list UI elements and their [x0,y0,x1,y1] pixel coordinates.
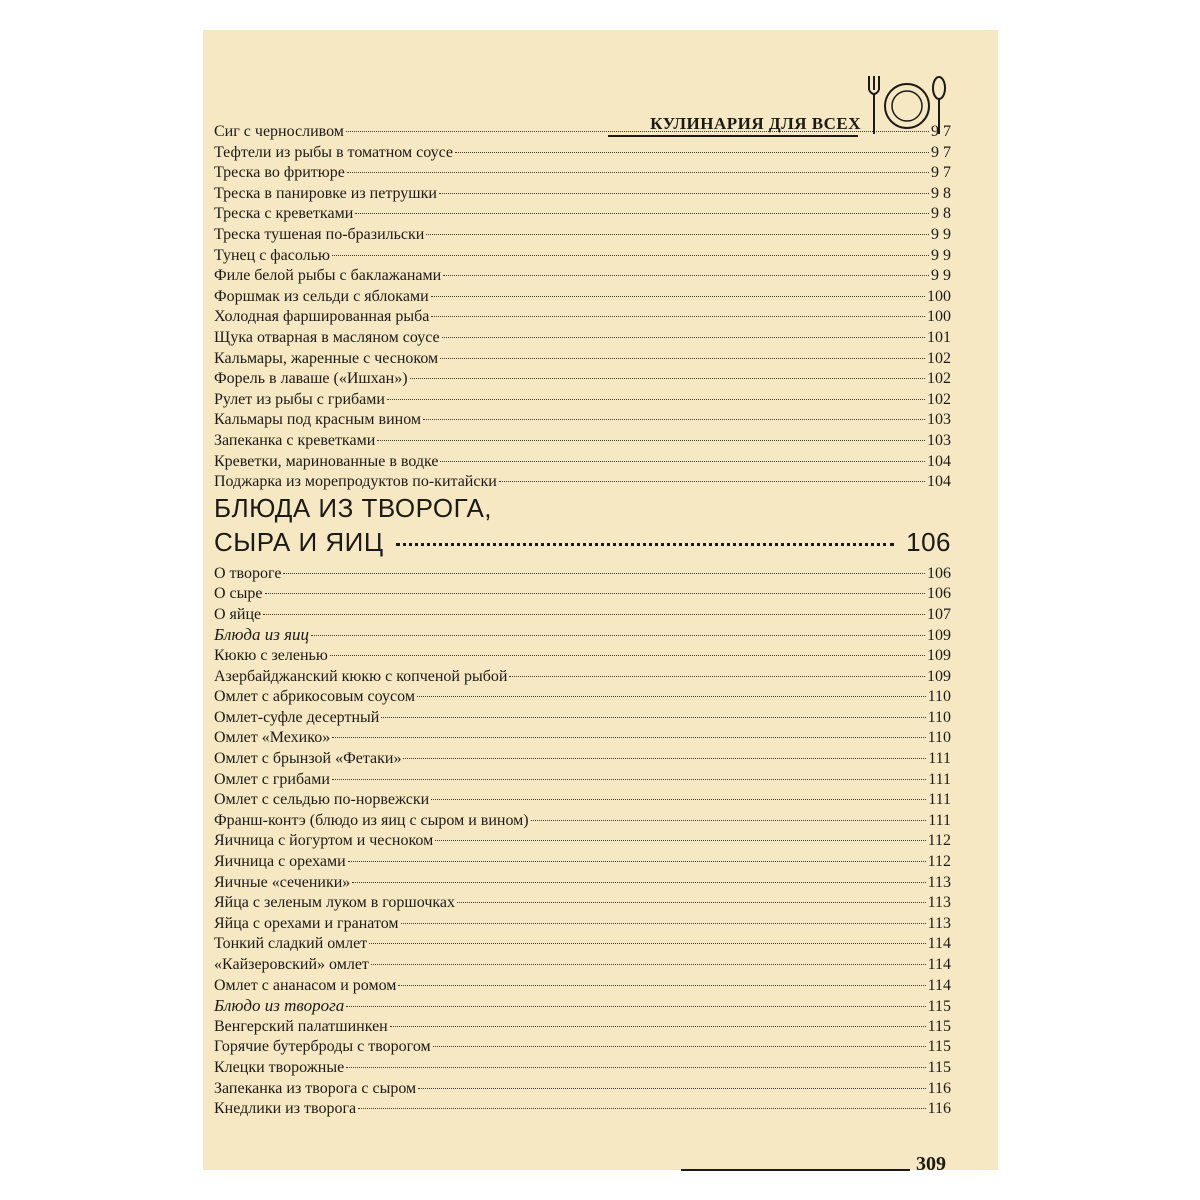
entry-title: Горячие бутерброды с творогом [214,1038,431,1056]
entry-page-number: 102 [927,349,951,367]
entry-title: О сыре [214,585,263,603]
dot-leader [358,1108,925,1109]
toc-entry [214,163,955,184]
dot-leader [440,358,925,359]
entry-page-number: 110 [927,688,951,706]
entry-title: Омлет с грибами [214,770,330,788]
entry-page-number: 106 [927,585,951,603]
dot-leader [355,213,929,214]
entry-page-number: 102 [927,390,951,408]
dot-leader [377,440,925,441]
entry-title: Тонкий сладкий омлет [214,935,368,953]
entry-title: Блюдо из творога [214,996,345,1016]
page-footer [681,1153,946,1176]
entry-title: Азербайджанский кюкю с копченой рыбой [214,667,508,685]
entry-title: Яйца с орехами и гранатом [214,914,399,932]
entry-title: Кальмары под красным вином [214,411,422,429]
entry-title: Яичница с орехами [214,853,346,870]
entry-title: Блюда из яиц [214,625,310,645]
entry-page-number: 115 [927,1058,951,1076]
dot-leader [369,943,925,944]
dot-leader [387,399,925,400]
entry-title: Холодная фаршированная рыба [214,308,430,326]
header-title: КУЛИНАРИЯ ДЛЯ ВСЕХ [650,114,861,133]
toc-entry [214,873,951,894]
toc-entry [214,852,951,873]
toc-entry [214,328,951,349]
entry-title: Клецки творожные [214,1058,345,1076]
dot-leader [390,1026,926,1027]
toc-entry [214,749,951,770]
entry-page-number: 110 [927,729,951,747]
dot-leader [423,419,925,420]
dot-leader [431,296,925,297]
entry-title: Омлет-суфле десертный [214,708,380,726]
toc-entry [214,225,955,246]
dot-leader [455,152,929,153]
entry-title: Яйца с зеленым луком в горшочках [214,894,456,912]
entry-page-number: 103 [927,411,951,429]
toc-entry [214,410,951,431]
section-heading-line2-text: СЫРА И ЯИЦ [214,526,384,557]
entry-title: Омлет «Мехико» [214,729,331,747]
entry-page-number: 97 [931,143,955,161]
section-page-number: 106 [906,526,951,557]
dot-leader [311,635,925,636]
toc-entry [214,369,951,390]
entry-title: О твороге [214,564,282,582]
dot-leader [346,1006,925,1007]
entry-page-number: 98 [931,205,955,223]
toc-entry [214,307,951,328]
dot-leader [396,543,895,546]
dot-leader [401,923,926,924]
entry-title: Яичные «сеченики» [214,873,351,891]
entry-page-number: 115 [927,998,951,1016]
toc-entry [214,472,951,493]
dot-leader [431,799,926,800]
entry-title: Щука отварная в масляном соусе [214,328,440,346]
dot-leader [509,676,925,677]
toc-entry [214,143,955,164]
dot-leader [283,573,925,574]
dot-leader [398,985,925,986]
toc-entry [214,811,951,832]
dot-leader [263,614,925,615]
dot-leader [332,737,925,738]
toc-list-fish [214,122,955,493]
entry-page-number: 98 [931,184,955,202]
dot-leader [433,1046,926,1047]
dot-leader [439,193,929,194]
entry-page-number: 114 [927,955,951,973]
dot-leader [418,1088,925,1089]
entry-page-number: 112 [927,832,951,850]
toc-entry [214,770,951,791]
section-heading-line2 [214,524,951,564]
entry-title: Омлет с брынзой «Фетаки» [214,750,402,768]
toc-entry [214,204,955,225]
toc-list-dairy [214,564,951,1120]
dot-leader [442,337,925,338]
toc-entry [214,584,951,605]
entry-page-number: 109 [927,647,951,665]
entry-page-number: 102 [927,370,951,388]
toc-entry [214,431,951,452]
entry-title: Венгерский палатшинкен [214,1017,388,1035]
dot-leader [347,172,929,173]
entry-title: Треска с креветками [214,205,354,223]
toc-entry [214,934,951,955]
entry-title: Омлет с абрикосовым соусом [214,688,415,706]
toc-entry [214,266,955,287]
dot-leader [440,461,925,462]
dot-leader [348,861,926,862]
toc-entry [214,1037,951,1058]
entry-title: Поджарка из морепродуктов по-китайски [214,473,497,491]
entry-title: Сиг с черносливом [214,123,344,140]
entry-page-number: 103 [927,431,951,449]
entry-title: Креветки, маринованные в водке [214,452,439,470]
entry-page-number: 101 [927,328,951,346]
toc-entry [214,667,951,688]
dot-leader [346,131,929,132]
page-number: 309 [916,1153,946,1175]
dot-leader [381,717,925,718]
toc-entry [214,390,951,411]
dot-leader [426,234,929,235]
dot-leader [332,779,926,780]
dot-leader [410,378,925,379]
entry-page-number: 109 [927,667,951,685]
entry-title: Франш-контэ (блюдо из яиц с сыром и вином) [214,811,529,829]
entry-title: Форель в лаваше («Ишхан») [214,370,408,388]
entry-title: Запеканка с креветками [214,431,376,449]
toc-subheading [214,625,951,646]
entry-page-number: 99 [931,225,955,243]
entry-title: Форшмак из сельди с яблоками [214,287,429,305]
dot-leader [332,255,929,256]
entry-page-number: 111 [928,750,951,768]
dot-leader [457,902,926,903]
entry-page-number: 106 [927,564,951,582]
entry-page-number: 104 [927,473,951,491]
entry-page-number: 114 [927,976,951,994]
dot-leader [435,840,925,841]
entry-title: Омлет с сельдью по-норвежски [214,791,430,809]
entry-title: Яичница с йогуртом и чесноком [214,832,434,850]
book-page [203,30,998,1175]
toc-entry [214,122,955,143]
dot-leader [499,481,925,482]
entry-page-number: 99 [931,246,955,264]
entry-title: Треска тушеная по-бразильски [214,225,425,243]
entry-page-number: 113 [927,914,951,932]
entry-page-number: 114 [927,935,951,953]
dot-leader [431,316,925,317]
dot-leader [265,593,925,594]
entry-page-number: 111 [928,811,951,829]
entry-title: Филе белой рыбы с баклажанами [214,267,442,285]
entry-page-number: 110 [927,708,951,726]
dot-leader [352,882,925,883]
toc-entry [214,1079,951,1100]
entry-title: Треска во фритюре [214,164,345,182]
entry-page-number: 116 [927,1079,951,1097]
toc-entry [214,184,955,205]
toc-entry [214,1058,951,1079]
toc-entry [214,831,951,852]
entry-page-number: 97 [931,164,955,182]
table-of-contents [214,122,955,1120]
dot-leader [417,696,926,697]
entry-page-number: 111 [928,770,951,788]
entry-page-number: 115 [927,1038,951,1056]
toc-subheading [214,996,951,1017]
toc-entry [214,790,951,811]
entry-title: Кальмары, жаренные с чесноком [214,349,439,367]
dot-leader [371,964,926,965]
entry-title: Омлет с ананасом и ромом [214,976,397,994]
toc-entry [214,1099,951,1120]
dot-leader [403,758,926,759]
entry-title: «Кайзеровский» омлет [214,955,369,973]
entry-page-number: 112 [927,853,951,870]
section-heading-line1: БЛЮДА ИЗ ТВОРОГА, [214,492,493,523]
dot-leader [531,820,927,821]
entry-page-number: 99 [931,267,955,285]
entry-page-number: 115 [927,1017,951,1035]
entry-page-number: 113 [927,873,951,891]
toc-entry [214,452,951,473]
entry-title: Тефтели из рыбы в томатном соусе [214,143,453,161]
dot-leader [346,1067,925,1068]
toc-entry [214,605,951,626]
entry-title: Кнедлики из творога [214,1100,357,1118]
entry-page-number: 104 [927,452,951,470]
dot-leader [443,275,929,276]
entry-title: О яйце [214,605,262,623]
entry-page-number: 116 [927,1100,951,1118]
toc-entry [214,728,951,749]
entry-title: Тунец с фасолью [214,246,330,264]
entry-title: Запеканка из творога с сыром [214,1079,417,1097]
entry-title: Треска в панировке из петрушки [214,184,437,202]
toc-entry [214,708,951,729]
entry-page-number: 100 [927,287,951,305]
toc-entry [214,246,955,267]
toc-entry [214,955,951,976]
entry-page-number: 111 [928,791,951,809]
toc-entry [214,976,951,997]
toc-entry [214,646,951,667]
footer-rule [681,1169,910,1171]
toc-entry [214,687,951,708]
toc-entry [214,893,951,914]
entry-page-number: 100 [927,308,951,326]
toc-entry [214,564,951,585]
entry-page-number: 107 [927,605,951,623]
dot-leader [330,655,925,656]
entry-title: Кюкю с зеленью [214,647,328,665]
entry-page-number: 113 [927,894,951,912]
toc-entry [214,914,951,935]
entry-page-number: 109 [927,627,951,645]
entry-title: Рулет из рыбы с грибами [214,390,385,408]
entry-page-number: 97 [931,123,955,140]
toc-entry [214,349,951,370]
toc-entry [214,1017,951,1038]
toc-entry [214,287,951,308]
